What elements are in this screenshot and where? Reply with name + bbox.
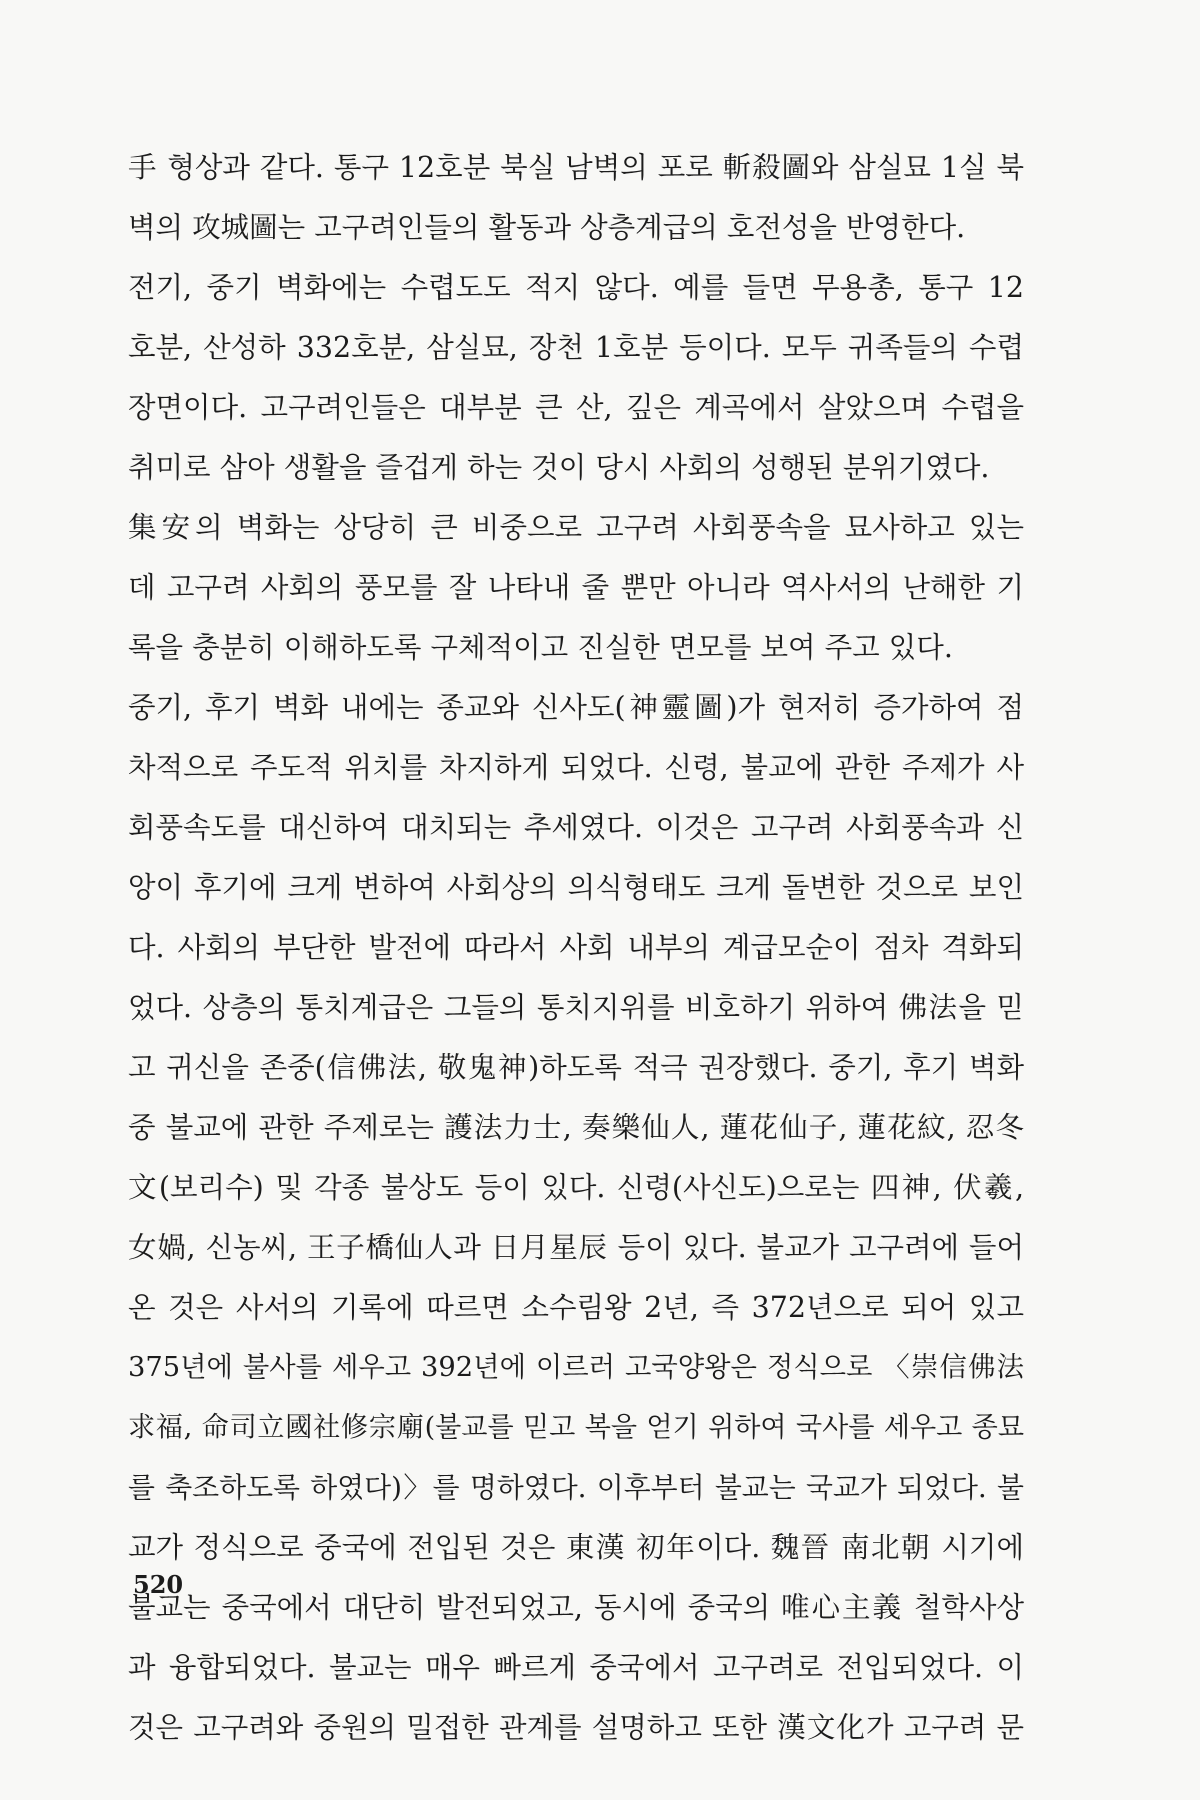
text-line: 375년에 불사를 세우고 392년에 이르러 고국양왕은 정식으로 〈崇信佛法	[128, 1352, 1024, 1383]
text-line: 었다. 상층의 통치계급은 그들의 통치지위를 비호하기 위하여 佛法을 믿	[128, 991, 1024, 1024]
text-line: 벽의 攻城圖는 고구려인들의 활동과 상층계급의 호전성을 반영한다.	[128, 211, 966, 244]
text-line: 중기, 후기 벽화 내에는 종교와 신사도(神靈圖)가 현저히 증가하여 점	[128, 691, 1024, 724]
text-line: 女媧, 신농씨, 王子橋仙人과 日月星辰 등이 있다. 불교가 고구려에 들어	[128, 1231, 1024, 1264]
text-line: 다. 사회의 부단한 발전에 따라서 사회 내부의 계급모순이 점차 격화되	[128, 931, 1024, 964]
text-line: 앙이 후기에 크게 변하여 사회상의 의식형태도 크게 돌변한 것으로 보인	[128, 871, 1024, 904]
text-line: 장면이다. 고구려인들은 대부분 큰 산, 깊은 계곡에서 살았으며 수렵을	[128, 391, 1024, 424]
text-line: 를 축조하도록 하였다)〉를 명하였다. 이후부터 불교는 국교가 되었다. 불	[128, 1471, 1024, 1504]
text-line: 불교는 중국에서 대단히 발전되었고, 동시에 중국의 唯心主義 철학사상	[128, 1591, 1024, 1624]
text-line: 전기, 중기 벽화에는 수렵도도 적지 않다. 예를 들면 무용총, 통구 12	[128, 271, 1024, 304]
text-line: 데 고구려 사회의 풍모를 잘 나타내 줄 뿐만 아니라 역사서의 난해한 기	[128, 571, 1024, 604]
text-line: 集安의 벽화는 상당히 큰 비중으로 고구려 사회풍속을 묘사하고 있는	[128, 511, 1024, 544]
text-line: 고 귀신을 존중(信佛法, 敬鬼神)하도록 적극 권장했다. 중기, 후기 벽화	[128, 1051, 1024, 1084]
text-line: 호분, 산성하 332호분, 삼실묘, 장천 1호분 등이다. 모두 귀족들의 수렵	[128, 331, 1024, 364]
text-line: 과 융합되었다. 불교는 매우 빠르게 중국에서 고구려로 전입되었다. 이	[128, 1651, 1024, 1684]
text-line: 文(보리수) 및 각종 불상도 등이 있다. 신령(사신도)으로는 四神, 伏羲,	[128, 1171, 1024, 1204]
text-line: 중 불교에 관한 주제로는 護法力士, 奏樂仙人, 蓮花仙子, 蓮花紋, 忍冬	[128, 1111, 1024, 1144]
text-line: 차적으로 주도적 위치를 차지하게 되었다. 신령, 불교에 관한 주제가 사	[128, 751, 1024, 784]
text-line: 것은 고구려와 중원의 밀접한 관계를 설명하고 또한 漢文化가 고구려 문	[128, 1711, 1024, 1744]
page-number: 520	[133, 1570, 184, 1599]
text-line: 록을 충분히 이해하도록 구체적이고 진실한 면모를 보여 주고 있다.	[128, 631, 953, 664]
text-line: 手 형상과 같다. 통구 12호분 북실 남벽의 포로 斬殺圖와 삼실묘 1실 북	[128, 151, 1024, 184]
text-line: 온 것은 사서의 기록에 따르면 소수림왕 2년, 즉 372년으로 되어 있고	[128, 1291, 1024, 1324]
text-line: 취미로 삼아 생활을 즐겁게 하는 것이 당시 사회의 성행된 분위기였다.	[128, 451, 990, 484]
text-line: 求福, 命司立國社修宗廟(불교를 믿고 복을 얻기 위하여 국사를 세우고 종묘	[128, 1412, 1024, 1443]
body-text	[128, 138, 1024, 1758]
text-line: 회풍속도를 대신하여 대치되는 추세였다. 이것은 고구려 사회풍속과 신	[128, 811, 1024, 844]
text-line: 교가 정식으로 중국에 전입된 것은 東漢 初年이다. 魏晉 南北朝 시기에	[128, 1531, 1024, 1564]
